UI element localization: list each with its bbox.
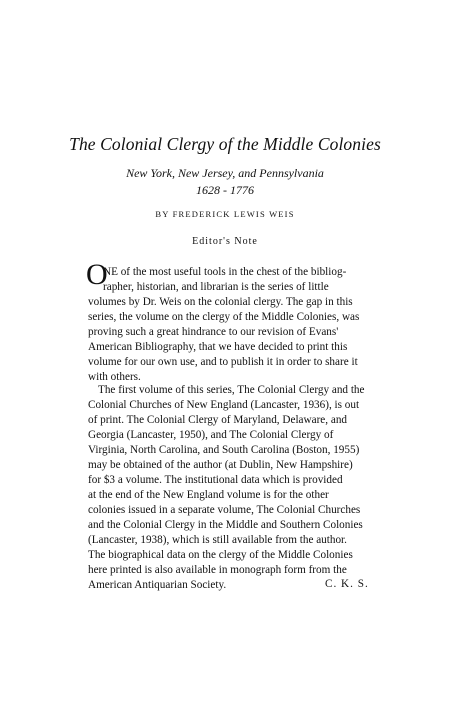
text-line: volumes by Dr. Weis on the colonial clergy. The gap in this	[88, 296, 353, 308]
text-line: here printed is also available in monograph form from the	[88, 564, 347, 576]
text-line: Virginia, North Carolina, and South Carolina (Boston, 1955)	[88, 444, 360, 456]
text-line: rapher, historian, and librarian is the series of little	[103, 281, 329, 293]
section-heading: Editor's Note	[192, 236, 258, 247]
article-dates: 1628 - 1776	[196, 183, 254, 197]
text-line: The biographical data on the clergy of the Middle Colonies	[88, 549, 353, 561]
drop-cap: O	[86, 258, 108, 291]
text-line: proving such a great hindrance to our revision of Evans'	[88, 326, 339, 338]
text-line: at the end of the New England volume is for the other	[88, 489, 329, 501]
editor-initials: C. K. S.	[325, 578, 369, 590]
text-line: may be obtained of the author (at Dublin, New Hampshire)	[88, 459, 353, 471]
text-line: American Bibliography, that we have decided to print this	[88, 341, 348, 353]
author-byline: BY FREDERICK LEWIS WEIS	[155, 209, 295, 219]
text-line: Georgia (Lancaster, 1950), and The Colonial Clergy of	[88, 429, 334, 441]
text-line: volume for our own use, and to publish it in order to share it	[88, 356, 358, 368]
text-line: NE of the most useful tools in the chest of the bibliog-	[103, 266, 347, 278]
article-title: The Colonial Clergy of the Middle Colonies	[69, 134, 381, 154]
text-line: with others.	[88, 371, 141, 383]
text-line: for $3 a volume. The institutional data which is provided	[88, 474, 343, 486]
article-subtitle: New York, New Jersey, and Pennsylvania	[126, 166, 324, 180]
text-line: and the Colonial Clergy in the Middle and Southern Colonies	[88, 519, 363, 531]
text-line: Colonial Churches of New England (Lancaster, 1936), is out	[88, 399, 360, 411]
text-line: The first volume of this series, The Colonial Clergy and the	[98, 384, 365, 396]
text-line: series, the volume on the clergy of the Middle Colonies, was	[88, 311, 360, 323]
text-line: of print. The Colonial Clergy of Maryland, Delaware, and	[88, 414, 348, 426]
text-line: (Lancaster, 1938), which is still available from the author.	[88, 534, 347, 546]
text-line: colonies issued in a separate volume, The Colonial Churches	[88, 504, 361, 516]
text-line: American Antiquarian Society.	[88, 579, 227, 591]
